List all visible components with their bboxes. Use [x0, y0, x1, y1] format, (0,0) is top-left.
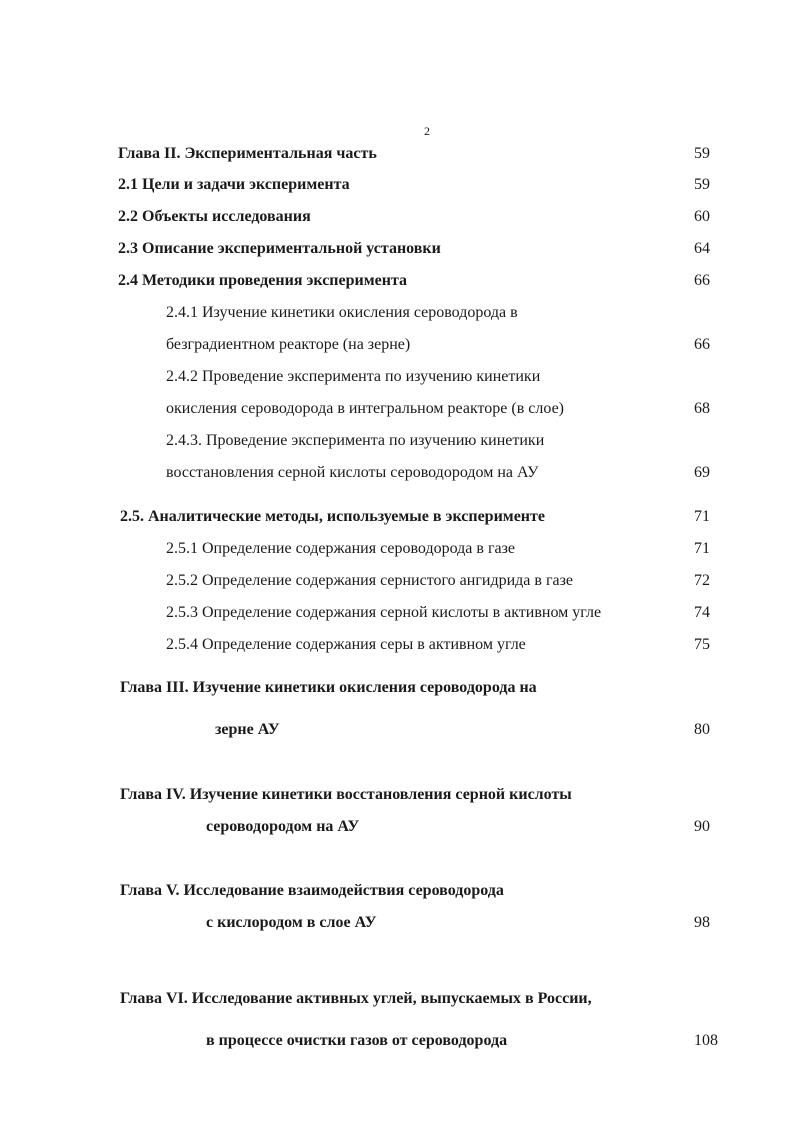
toc-entry-title: 2.5. Аналитические методы, используемые в эксперименте	[120, 508, 545, 525]
toc-entry-page: 71	[694, 508, 710, 525]
toc-entry-page: 66	[694, 336, 710, 353]
toc-entry-title-line1: Глава VI. Исследование активных углей, выпускаемых в России,	[120, 990, 592, 1007]
toc-entry-title-line1: 2.4.2 Проведение эксперимента по изучению кинетики	[166, 368, 541, 385]
toc-entry-page: 90	[694, 818, 710, 835]
toc-entry-page: 68	[694, 400, 710, 417]
toc-entry-title: Глава II. Экспериментальная часть	[118, 145, 377, 162]
toc-entry-title-line2: в процессе очистки газов от сероводорода	[206, 1032, 508, 1049]
toc-entry-title-line1: Глава V. Исследование взаимодействия сероводорода	[120, 882, 504, 899]
toc-entry-title: 2.3 Описание экспериментальной установки	[118, 240, 441, 257]
toc-entry-title-line2: окисления сероводорода в интегральном реакторе (в слое)	[166, 400, 564, 417]
toc-entry-page: 66	[694, 272, 710, 289]
toc-entry-page: 60	[694, 208, 710, 225]
toc-entry-page: 69	[694, 464, 710, 481]
toc-entry-title-line1: Глава IV. Изучение кинетики восстановления серной кислоты	[120, 786, 572, 803]
toc-entry-page: 72	[694, 572, 710, 589]
toc-entry-title-line2: зерне АУ	[215, 721, 280, 738]
toc-entry-title-line1: 2.4.3. Проведение эксперимента по изучению кинетики	[166, 432, 545, 449]
toc-entry-title-line2: безградиентном реакторе (на зерне)	[166, 336, 411, 353]
toc-entry-page: 98	[694, 914, 710, 931]
page-number: 2	[424, 124, 430, 138]
toc-entry-page: 74	[694, 604, 710, 621]
toc-entry-page: 64	[694, 240, 710, 257]
toc-entry-title: 2.2 Объекты исследования	[118, 208, 311, 225]
toc-entry-page: 80	[694, 721, 710, 738]
toc-entry-title: 2.4 Методики проведения эксперимента	[118, 272, 408, 289]
toc-entry-page: 75	[694, 636, 710, 653]
toc-entry-page: 108	[694, 1032, 718, 1049]
toc-entry-title: 2.5.4 Определение содержания серы в активном угле	[166, 636, 526, 653]
toc-entry-title-line1: 2.4.1 Изучение кинетики окисления сероводорода в	[166, 304, 518, 321]
toc-entry-title-line2: сероводородом на АУ	[206, 818, 360, 835]
toc-entry-title-line1: Глава III. Изучение кинетики окисления сероводорода на	[120, 679, 537, 696]
toc-entry-page: 71	[694, 540, 710, 557]
toc-entry-title: 2.5.1 Определение содержания сероводорода в газе	[166, 540, 516, 557]
toc-entry-title: 2.1 Цели и задачи эксперимента	[118, 176, 350, 193]
toc-entry-page: 59	[694, 176, 710, 193]
toc-entry-title-line2: восстановления серной кислоты сероводородом на АУ	[166, 464, 539, 481]
toc-entry-title: 2.5.2 Определение содержания сернистого ангидрида в газе	[166, 572, 574, 589]
toc-entry-title: 2.5.3 Определение содержания серной кислоты в активном угле	[166, 604, 602, 621]
toc-entry-title-line2: с кислородом в слое АУ	[206, 914, 377, 931]
toc-entry-page: 59	[694, 145, 710, 162]
